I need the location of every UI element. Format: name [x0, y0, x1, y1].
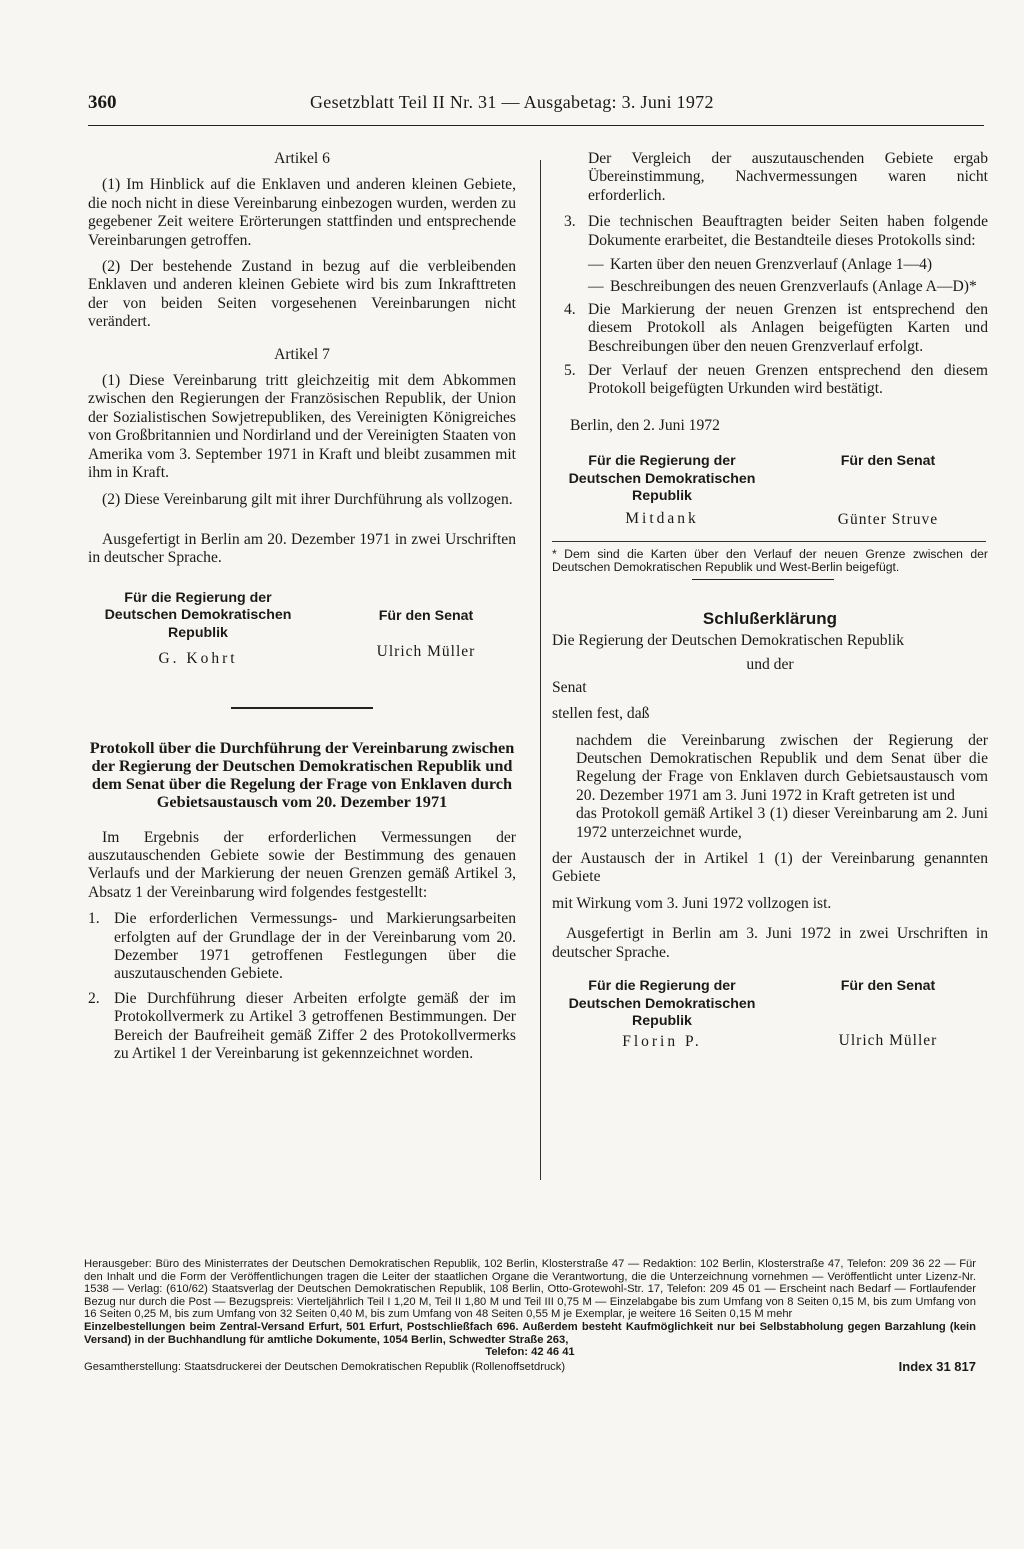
protokoll-item-1 — [88, 910, 516, 984]
header-rule — [88, 125, 984, 126]
item-number: 4. — [564, 300, 576, 318]
ausgefertigt-1972: Ausgefertigt in Berlin am 3. Juni 1972 in zwei Urschriften in deutscher Sprache. — [552, 925, 988, 961]
footnote-rule — [552, 541, 986, 542]
schluss-paragraph-4: mit Wirkung vom 3. Juni 1972 vollzogen ist. — [552, 894, 832, 912]
signatory-name-senat: Ulrich Müller — [838, 1031, 938, 1049]
signature-ddr — [552, 978, 772, 1051]
schluss-paragraph-3: der Austausch der in Artikel 1 (1) der Vereinbarung genannten Gebiete — [552, 850, 988, 886]
protokoll-item-4 — [552, 301, 988, 356]
schluss-line-1: Die Regierung der Deutschen Demokratischen Republik — [552, 632, 905, 649]
index-number: Index 31 817 — [898, 1358, 976, 1374]
impressum-telephone: Telefon: 42 46 41 — [485, 1346, 575, 1359]
item-number: 5. — [564, 362, 576, 380]
right-column — [552, 150, 988, 1051]
item-number: 3. — [564, 213, 576, 231]
section-rule — [231, 707, 373, 709]
list-item-text: Beschreibungen des neuen Grenzverlaufs (Anlage A—D)* — [610, 278, 977, 296]
protokoll-item-2 — [88, 990, 516, 1064]
signature-party-senat: Für den Senat — [378, 607, 474, 624]
page-header — [88, 92, 984, 116]
impressum-printer: Gesamtherstellung: Staatsdruckerei der Deutschen Demokratischen Republik (Rollenoffsetdruck) — [84, 1360, 566, 1373]
signature-senat — [788, 978, 988, 1051]
document-list-item-2 — [588, 278, 988, 296]
signature-party-senat: Für den Senat — [840, 453, 936, 470]
signature-ddr — [552, 453, 772, 529]
item-number: 2. — [88, 989, 100, 1007]
page-number: 360 — [88, 92, 117, 113]
protokoll-title: Protokoll über die Durchführung der Vereinbarung zwischen der Regierung der Deutschen Demokratischen Republik und dem Senat über die Regelung der Frage von Enklaven durch Gebietsaustausch vom 20. Dezember 1971 — [89, 737, 515, 811]
signatory-name-senat: Ulrich Müller — [376, 643, 476, 661]
signatory-name-senat: Günter Struve — [837, 510, 939, 528]
left-column — [88, 150, 516, 1070]
schluss-paragraph-1: nachdem die Vereinbarung zwischen der Regierung der Deutschen Demokratischen Republik und dem Senat über die Regelung der Frage von Enklaven durch Gebietsaustausch vom 20. Dezember 1971 am 3. Juni 1972 in Kraft getreten ist und — [576, 731, 988, 804]
schlusserklaerung-title: Schlußerklärung — [702, 608, 838, 628]
impressum-footer-line — [84, 1358, 976, 1374]
schluss-line-3: Senat — [552, 678, 587, 696]
dash-bullet: — — [588, 278, 604, 296]
signature-senat — [336, 590, 516, 669]
article-7-paragraph-1: (1) Diese Vereinbarung tritt gleichzeitig mit dem Abkommen zwischen den Regierungen der Französischen Republik, der Union der Sozialistischen Sowjetrepubliken, des Vereinigten Königreiches von Großbritannien und Nordirland und der Vereinigten Staaten von Amerika vom 3. September 1971 in Kraft und bleibt zusammen mit ihm in Kraft. — [88, 372, 516, 482]
ausgefertigt-1971: Ausgefertigt in Berlin am 20. Dezember 1971 in zwei Urschriften in deutscher Sprache. — [88, 530, 516, 567]
signature-party-ddr: Für die Regierung der Deutschen Demokratischen Republik — [568, 453, 756, 505]
item-text: Die Durchführung dieser Arbeiten erfolgte gemäß der im Protokollvermerk zu Artikel 3 getroffenen Bestimmungen. Der Bereich der Baufreiheit gemäß Ziffer 2 des Protokollvermerks zu Artikel 1 der Vereinbarung ist gekennzeichnet worden. — [114, 989, 516, 1063]
list-item-text: Karten über den neuen Grenzverlauf (Anlage 1—4) — [610, 256, 933, 274]
article-6-paragraph-1: (1) Im Hinblick auf die Enklaven und anderen kleinen Gebiete, die noch nicht in diese Vereinbarung einbezogen wurden, werden zu gegebener Zeit weitere Erörterungen stattfinden und entsprechende Vereinbarungen getroffen. — [88, 176, 516, 249]
signature-party-ddr: Für die Regierung der Deutschen Demokratischen Republik — [568, 978, 756, 1030]
schluss-line-2: und der — [746, 656, 794, 674]
article-7-heading: Artikel 7 — [274, 345, 330, 363]
impressum-orders: Einzelbestellungen beim Zentral-Versand Erfurt, 501 Erfurt, Postschließfach 696. Außerdem besteht Kaufmöglichkeit nur bei Selbstabholung gegen Barzahlung (kein Versand) in der Buchhandlung für amtliche Dokumente, 1054 Berlin, Schwedter Straße 263, — [84, 1320, 976, 1346]
signature-block-2 — [552, 453, 988, 529]
schluss-line-4: stellen fest, daß — [552, 705, 650, 723]
article-6-heading: Artikel 6 — [274, 150, 330, 167]
footnote: * Dem sind die Karten über den Verlauf der neuen Grenze zwischen der Deutschen Demokratischen Republik und West-Berlin beigefügt. — [552, 547, 988, 575]
signature-block-3 — [552, 978, 988, 1051]
item-text: Der Verlauf der neuen Grenzen entsprechend den diesem Protokoll beigefügten Urkunden wird bestätigt. — [588, 362, 988, 398]
signatory-name-ddr: G. Kohrt — [158, 650, 238, 668]
place-date: Berlin, den 2. Juni 1972 — [570, 416, 720, 434]
signatory-name-ddr: Florin P. — [622, 1032, 702, 1050]
protokoll-intro: Im Ergebnis der erforderlichen Vermessungen der auszutauschenden Gebiete sowie der Bestimmung des genauen Verlaufs und der Markierung der neuen Grenzen gemäß Artikel 3, Absatz 1 der Vereinbarung wird folgendes festgestellt: — [88, 828, 516, 901]
item-2-continuation: Der Vergleich der auszutauschenden Gebiete ergab Übereinstimmung, Nachvermessungen waren nicht erforderlich. — [588, 150, 988, 204]
article-7-paragraph-2: (2) Diese Vereinbarung gilt mit ihrer Durchführung als vollzogen. — [102, 490, 513, 508]
signature-party-ddr: Für die Regierung der Deutschen Demokratischen Republik — [104, 589, 292, 641]
signatory-name-ddr: Mitdank — [625, 509, 699, 527]
impressum — [84, 1258, 976, 1373]
signature-block-1 — [88, 590, 516, 669]
item-text: Die technischen Beauftragten beider Seiten haben folgende Dokumente erarbeitet, die Bestandteile dieses Protokolls sind: — [588, 213, 988, 249]
item-text: Die Markierung der neuen Grenzen ist entsprechend den diesem Protokoll als Anlagen beigefügten Karten und Beschreibungen über den neuen Grenzverlauf erfolgt. — [588, 300, 988, 355]
schluss-paragraph-2: das Protokoll gemäß Artikel 3 (1) dieser Vereinbarung am 2. Juni 1972 unterzeichnet wurde, — [576, 805, 988, 841]
impressum-publisher: Herausgeber: Büro des Ministerrates der Deutschen Demokratischen Republik, 102 Berlin, Klosterstraße 47 — Redaktion: 102 Berlin, Klosterstraße 47, Telefon: 209 36 22 — Für den Inhalt und die Form der Veröffentlichungen tragen die Leiter der staatlichen Organe die Verantwortung, die die Unterzeichnung vornehmen — Veröffentlicht unter Lizenz-Nr. 1538 — Verlag: (610/62) Staatsverlag der Deutschen Demokratischen Republik, 108 Berlin, Otto-Grotewohl-Str. 17, Telefon: 209 45 01 — Erscheint nach Bedarf — Fortlaufender Bezug nur durch die Post — Bezugspreis: Vierteljährlich Teil I 1,20 M, Teil II 1,80 M und Teil III 0,75 M — Einzelabgabe bis zum Umfang von 8 Seiten 0,15 M, bis zum Umfang von 16 Seiten 0,25 M, bis zum Umfang von 32 Seiten 0,40 M, bis zum Umfang von 48 Seiten 0,55 M je Exemplar, je weitere 16 Seiten 0,15 M mehr — [84, 1258, 976, 1321]
signature-ddr — [88, 590, 308, 669]
column-divider — [540, 160, 541, 1180]
signature-party-senat: Für den Senat — [840, 978, 936, 995]
protokoll-item-5 — [552, 362, 988, 399]
dash-bullet: — — [588, 256, 604, 274]
document-list-item-1 — [588, 256, 988, 274]
header-title: Gesetzblatt Teil II Nr. 31 — Ausgabetag: 3. Juni 1972 — [310, 92, 714, 112]
item-number: 1. — [88, 910, 100, 928]
signature-senat — [788, 453, 988, 529]
footnote-end-rule — [692, 579, 834, 580]
article-6-paragraph-2: (2) Der bestehende Zustand in bezug auf die verbleibenden Enklaven und anderen kleinen Gebiete wird bis zum Inkrafttreten der von beiden Seiten vorgesehenen Vereinbarungen nicht verändert. — [88, 258, 516, 331]
item-text: Die erforderlichen Vermessungs- und Markierungsarbeiten erfolgten auf der Grundlage der in der Vereinbarung vom 20. Dezember 1971 getroffenen Festlegungen über die auszutauschenden Gebiete. — [114, 910, 516, 983]
protokoll-item-3 — [552, 213, 988, 250]
